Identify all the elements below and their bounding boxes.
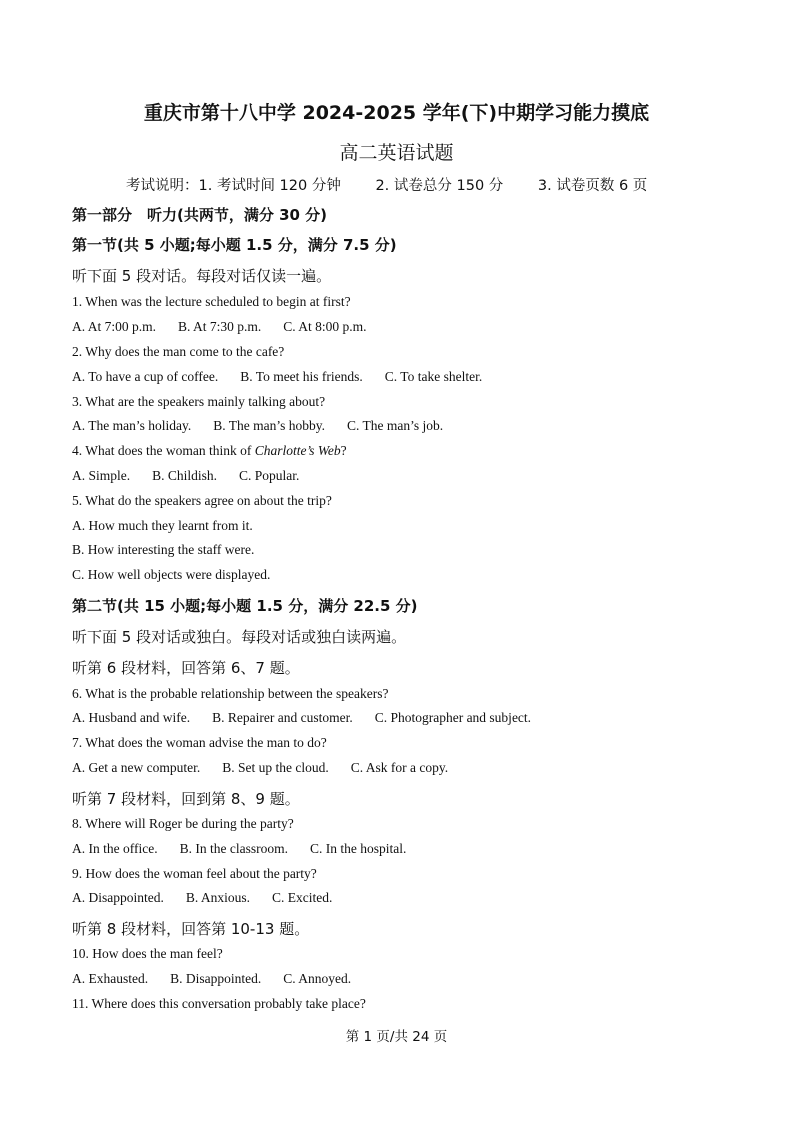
section1-instruction: 听下面 5 段对话。每段对话仅读一遍。 xyxy=(72,267,332,285)
section2-instruction: 听下面 5 段对话或独白。每段对话或独白读两遍。 xyxy=(72,628,407,646)
option-2b: B. To meet his friends. xyxy=(240,369,363,384)
option-4b: B. Childish. xyxy=(152,468,218,483)
question-2: 2. Why does the man come to the cafe? xyxy=(72,344,285,359)
exam-note-pages: 3. 试卷页数 6 页 xyxy=(537,178,648,194)
options-9 xyxy=(72,890,354,906)
option-1b: B. At 7:30 p.m. xyxy=(178,319,262,334)
question-8: 8. Where will Roger be during the party? xyxy=(72,816,294,831)
option-7a: A. Get a new computer. xyxy=(72,760,201,775)
options-3 xyxy=(72,418,465,434)
question-4-prefix: 4. What does the woman think of xyxy=(72,443,255,458)
question-9: 9. How does the woman feel about the party? xyxy=(72,866,317,881)
question-6: 6. What is the probable relationship between the speakers? xyxy=(72,686,389,701)
question-5: 5. What do the speakers agree on about the trip? xyxy=(72,493,332,508)
option-1c: C. At 8:00 p.m. xyxy=(283,319,367,334)
option-10c: C. Annoyed. xyxy=(283,971,352,986)
exam-notes xyxy=(126,174,677,195)
material-heading-6: 听第 6 段材料，回答第 6、7 题。 xyxy=(72,659,300,677)
section1-heading: 第一节(共 5 小题;每小题 1.5 分，满分 7.5 分) xyxy=(72,236,397,254)
options-4 xyxy=(72,468,321,484)
question-7: 7. What does the woman advise the man to do? xyxy=(72,735,327,750)
option-4c: C. Popular. xyxy=(239,468,300,483)
option-3c: C. The man’s job. xyxy=(346,418,444,433)
option-2a: A. To have a cup of coffee. xyxy=(72,369,219,384)
option-9a: A. Disappointed. xyxy=(72,890,164,905)
option-9c: C. Excited. xyxy=(272,890,333,905)
option-4a: A. Simple. xyxy=(72,468,131,483)
option-8c: C. In the hospital. xyxy=(309,841,407,856)
options-2 xyxy=(72,369,504,385)
question-1: 1. When was the lecture scheduled to begin at first? xyxy=(72,294,351,309)
question-3: 3. What are the speakers mainly talking about? xyxy=(72,394,326,409)
exam-note-score: 2. 试卷总分 150 分 xyxy=(375,178,504,194)
exam-note-time: 考试说明：1. 考试时间 120 分钟 xyxy=(126,178,341,194)
option-5a: A. How much they learnt from it. xyxy=(72,518,253,533)
question-4-suffix: ? xyxy=(340,443,347,458)
options-6 xyxy=(72,710,553,726)
question-4 xyxy=(72,443,347,459)
option-6b: B. Repairer and customer. xyxy=(212,710,353,725)
option-5c: C. How well objects were displayed. xyxy=(72,567,271,582)
options-10 xyxy=(72,971,373,987)
option-8b: B. In the classroom. xyxy=(179,841,288,856)
page-number: 第 1 页/共 24 页 xyxy=(345,1029,448,1045)
option-7b: B. Set up the cloud. xyxy=(222,760,329,775)
option-1a: A. At 7:00 p.m. xyxy=(72,319,157,334)
options-7 xyxy=(72,760,470,776)
question-11: 11. Where does this conversation probably take place? xyxy=(72,996,366,1011)
options-1 xyxy=(72,319,389,335)
option-7c: C. Ask for a copy. xyxy=(350,760,449,775)
options-8 xyxy=(72,841,428,857)
material-heading-8: 听第 8 段材料，回答第 10-13 题。 xyxy=(72,920,310,938)
material-heading-7: 听第 7 段材料，回到第 8、9 题。 xyxy=(72,790,300,808)
exam-title: 重庆市第十八中学 2024-2025 学年(下)中期学习能力摸底 xyxy=(143,102,650,124)
option-6a: A. Husband and wife. xyxy=(72,710,191,725)
option-10b: B. Disappointed. xyxy=(170,971,262,986)
option-10a: A. Exhausted. xyxy=(72,971,149,986)
option-3a: A. The man’s holiday. xyxy=(72,418,192,433)
section2-heading: 第二节(共 15 小题;每小题 1.5 分，满分 22.5 分) xyxy=(72,597,418,615)
question-10: 10. How does the man feel? xyxy=(72,946,223,961)
option-6c: C. Photographer and subject. xyxy=(374,710,532,725)
option-2c: C. To take shelter. xyxy=(384,369,483,384)
option-9b: B. Anxious. xyxy=(185,890,251,905)
option-3b: B. The man’s hobby. xyxy=(213,418,325,433)
exam-subtitle: 高二英语试题 xyxy=(339,142,454,164)
part1-heading: 第一部分 听力(共两节，满分 30 分) xyxy=(72,206,328,224)
option-5b: B. How interesting the staff were. xyxy=(72,542,255,557)
question-4-book-title: Charlotte’s Web xyxy=(254,443,341,458)
option-8a: A. In the office. xyxy=(72,841,158,856)
